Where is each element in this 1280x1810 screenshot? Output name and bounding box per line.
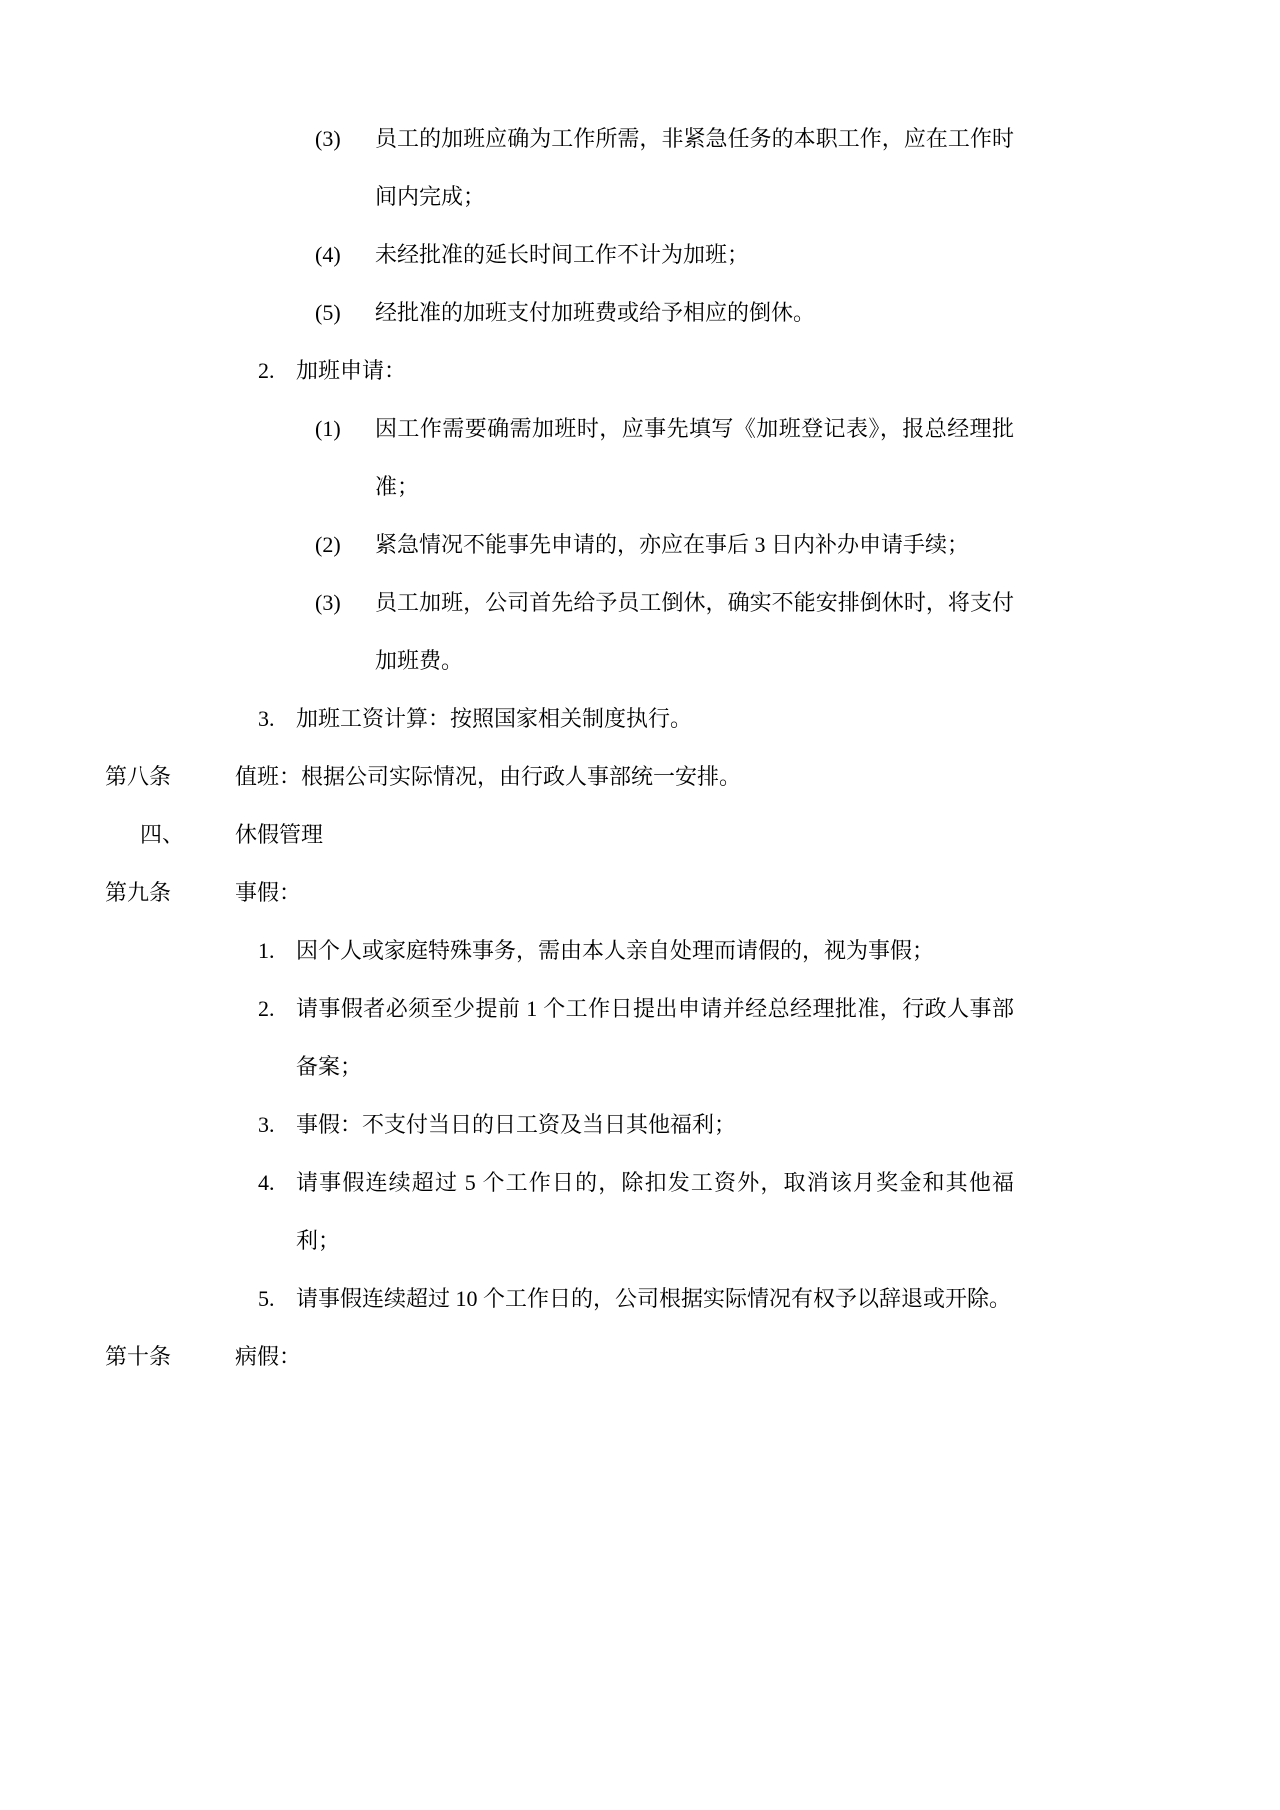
item-marker: (2) — [315, 532, 341, 557]
numbered-item — [0, 1154, 1280, 1270]
item-text: 加班工资计算：按照国家相关制度执行。 — [296, 706, 693, 731]
sub-numbered-item — [0, 226, 1280, 284]
item-marker: (4) — [315, 242, 341, 267]
item-marker: (1) — [315, 416, 341, 441]
article-clause — [0, 748, 1280, 806]
sub-numbered-item — [0, 400, 1280, 516]
item-marker: 4. — [258, 1170, 275, 1195]
article-clause — [0, 1328, 1280, 1386]
item-marker: 3. — [258, 1112, 275, 1137]
sub-numbered-item — [0, 284, 1280, 342]
item-text: 事假：不支付当日的日工资及当日其他福利； — [296, 1112, 737, 1137]
item-text: 经批准的加班支付加班费或给予相应的倒休。 — [375, 300, 816, 325]
section-marker: 四、 — [140, 822, 185, 847]
numbered-item — [0, 1270, 1280, 1328]
item-marker: 2. — [258, 358, 275, 383]
section-title: 休假管理 — [235, 822, 324, 847]
item-marker: (5) — [315, 300, 341, 325]
article-marker: 第十条 — [105, 1344, 172, 1369]
article-clause — [0, 864, 1280, 922]
numbered-item — [0, 922, 1280, 980]
article-text: 事假： — [235, 880, 302, 905]
article-marker: 第八条 — [105, 764, 172, 789]
numbered-item — [0, 342, 1280, 400]
item-text: 加班申请： — [296, 358, 407, 383]
item-text: 紧急情况不能事先申请的，亦应在事后 3 日内补办申请手续； — [375, 532, 970, 557]
sub-numbered-item — [0, 110, 1280, 226]
item-marker: 1. — [258, 938, 275, 963]
item-text: 未经批准的延长时间工作不计为加班； — [375, 242, 750, 267]
item-marker: 2. — [258, 996, 275, 1021]
item-text: 因工作需要确需加班时，应事先填写《加班登记表》，报总经理批准； — [375, 416, 1014, 499]
item-marker: (3) — [315, 590, 341, 615]
numbered-item — [0, 980, 1280, 1096]
section-heading — [0, 806, 1280, 864]
sub-numbered-item — [0, 516, 1280, 574]
item-text: 请事假连续超过 5 个工作日的，除扣发工资外，取消该月奖金和其他福利； — [296, 1170, 1014, 1253]
item-text: 员工加班，公司首先给予员工倒休，确实不能安排倒休时，将支付加班费。 — [375, 590, 1014, 673]
sub-numbered-item — [0, 574, 1280, 690]
item-marker: 5. — [258, 1286, 275, 1311]
item-text: 员工的加班应确为工作所需，非紧急任务的本职工作，应在工作时间内完成； — [375, 126, 1014, 209]
article-text: 病假： — [235, 1344, 302, 1369]
numbered-item — [0, 1096, 1280, 1154]
item-text: 请事假连续超过 10 个工作日的，公司根据实际情况有权予以辞退或开除。 — [296, 1286, 1012, 1311]
article-marker: 第九条 — [105, 880, 172, 905]
item-marker: 3. — [258, 706, 275, 731]
item-text: 请事假者必须至少提前 1 个工作日提出申请并经总经理批准，行政人事部备案； — [296, 996, 1014, 1079]
numbered-item — [0, 690, 1280, 748]
article-text: 值班：根据公司实际情况，由行政人事部统一安排。 — [235, 764, 742, 789]
item-marker: (3) — [315, 126, 341, 151]
item-text: 因个人或家庭特殊事务，需由本人亲自处理而请假的，视为事假； — [296, 938, 935, 963]
